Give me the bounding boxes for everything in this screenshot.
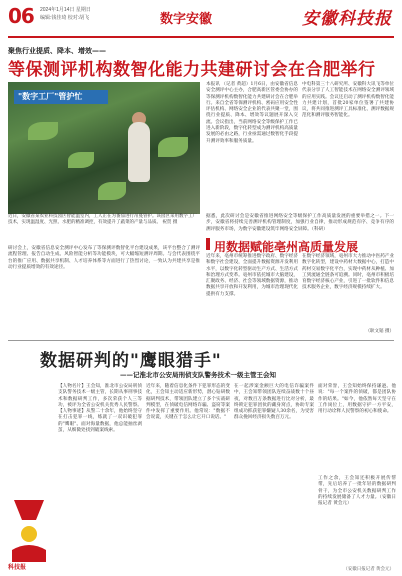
side-logo — [6, 490, 52, 570]
story3-col1: 【人物名片】王会知，淮北市公安局刑侦支队警务技术一级主管，长期从事刑事技术和数据研判工作，多次荣获个人三等功，被评为全省公安机关优秀人民警察。【人物事迹】从警二十余年，他始终坚守在打击犯罪一线，练就了一双识破犯罪的"鹰眼"。面对海量数据，他总能抽丝剥茧，从细微处找到破案线索。 — [58, 384, 142, 434]
story3-col2: 近年来，随着信息化条件下犯罪形态的变化，王会知主动适应新形势，潜心钻研数据研判技术，带领团队建立了多个实战研判模型，在侦破电信网络诈骗、盗窃等案件中发挥了重要作用。他常说："数据不会说谎，关键在于怎么让它开口说话。" — [146, 384, 230, 421]
section-name: 数字安徽 — [160, 12, 213, 27]
page-date: 2024年1月14日 星期日 — [40, 7, 91, 13]
story2-col-a: 近年来，亳州市统筹推进数字政府、数字经济和数字社会建设，全面提升数据资源开发利用水平，以数字化转型驱动生产方式、生活方式和治理方式变革。亳州市依托城市大脑建设，汇聚政务、经济、社会等领域数据资源，推动数据共享开放和开发利用，为城市治理现代化提供有力支撑。 — [206, 254, 298, 297]
story1-headline: 等保测评机构数智化能力共建研讨会在合肥举行 — [8, 60, 376, 80]
story3-col4: 面对荣誉，王会知始终保持谦逊。他说："每一个案件的侦破，都是团队协作的结果。"如今，他依然每天坚守在工作岗位上，用数据守护一方平安，用行动诠释人民警察的初心和使命。 — [318, 384, 396, 415]
header-rule — [8, 36, 394, 38]
photo-caption: 近日，安徽省某农业科技园区智能温室内，工人正在为番茄进行吊蔓管护。该园区采用数字工厂技术，实现温湿度、光照、水肥的精准调控，有效提升了蔬菜的产量与品质。 祝贺 摄 — [8, 214, 197, 225]
masthead-logo: 安徽科技报 — [302, 9, 392, 29]
story3-headline: 数据研判的"鹰眼猎手" — [40, 351, 222, 371]
story3-subtitle: ——记淮北市公安局刑侦支队警务技术一级主管王会知 — [120, 371, 276, 379]
story1-col3: 中电科第三十八研究所、安徽科大讯飞等单位代表分享了人工智能技术在网络安全测评领域的应用实践。会议还启动了测评机构数智化能力共建计划，首批20家单位签署了共建协议，将共同推进测评工具标准化、测评数据规范化和测评服务智能化。 — [302, 82, 394, 119]
page-number: 06 — [8, 4, 34, 28]
story2-headline: 用数据赋能亳州高质量发展 — [214, 240, 359, 254]
story1-col4: 据悉，此次研讨会是安徽省推进网络安全等级保护工作高质量发展的重要举措之一。下一步，安徽省将持续完善测评机构管理制度，加强行业自律，推动形成规范有序、竞争有序的测评服务市场，为数字安徽建设筑牢网络安全屏障。（科研） — [206, 214, 394, 232]
photo-banner: "数字工厂"管护忙 — [14, 90, 108, 104]
story2-col-b: 在数字经济领域，亳州市大力推动中医药产业数字化转型，建设中药材大数据中心，打造中药材交易数字化平台，实现中药材从种植、加工到流通全链条可追溯。同时，亳州市积极培育数字经济核心产业，引进了一批软件和信息技术服务企业，数字经济规模持续扩大。 — [302, 254, 394, 291]
story1-col1: 本报讯 （记者 黄超）1月6日，由安徽省信息安全测评中心主办，合肥高新区管委会协办的等保测评机构数智化能力共建研讨会在合肥举行。来自全省等保测评机构、密码应用安全性评估机构、网络安全企业的代表共聚一堂，围绕行业提质、降本、增效等议题展开深入交流。会议指出，当前网络安全等级保护工作已进入新阶段，数字化转型成为测评机构高质量发展的必由之路，行业亟需通过数智化手段提升测评效率和服务质量。 — [206, 82, 298, 144]
logo-text: 科技报 — [8, 564, 27, 571]
story2-byline: （耿文韬 摄） — [365, 329, 394, 334]
logo-icon — [6, 490, 52, 570]
story3-col3: 在一起涉案金额巨大的电信诈骗案件中，王会知带领团队连续奋战数十个昼夜，对数百万条数据进行比对分析，最终锁定犯罪团伙的藏身窝点，协助专案组成功抓获犯罪嫌疑人30余名，为受害群众挽回经济损失数百万元。 — [234, 384, 314, 421]
worker-figure — [128, 122, 150, 182]
footer-source: （安徽日报记者 黄会元） — [343, 566, 394, 571]
greenhouse-photo — [8, 82, 200, 214]
story1-col2: 研讨会上，安徽省信息安全测评中心发布了等保测评数智化平台建设成果，该平台整合了测评流程管理、报告自动生成、风险智能分析等功能模块，可大幅缩短测评周期。与会代表围绕平台的推广应用、数据共享机制、人才培养体系等方面进行了热烈讨论，一致认为共建共享是推动行业提质增效的有效途径。 — [8, 246, 200, 270]
story3-col5: 工作之余，王会知还积极开展传帮带，先后培养了一批年轻的数据研判骨干，为全市公安机关数据研判工作的持续发展储备了人才力量。（安徽日报记者 黄会元） — [318, 476, 396, 507]
story2-marker — [206, 238, 210, 250]
divider — [8, 340, 394, 341]
story1-kicker: 聚焦行业提质、降本、增效—— — [8, 47, 106, 55]
page-meta: 编辑:钱佳琦 校对:胡飞 — [40, 15, 90, 21]
